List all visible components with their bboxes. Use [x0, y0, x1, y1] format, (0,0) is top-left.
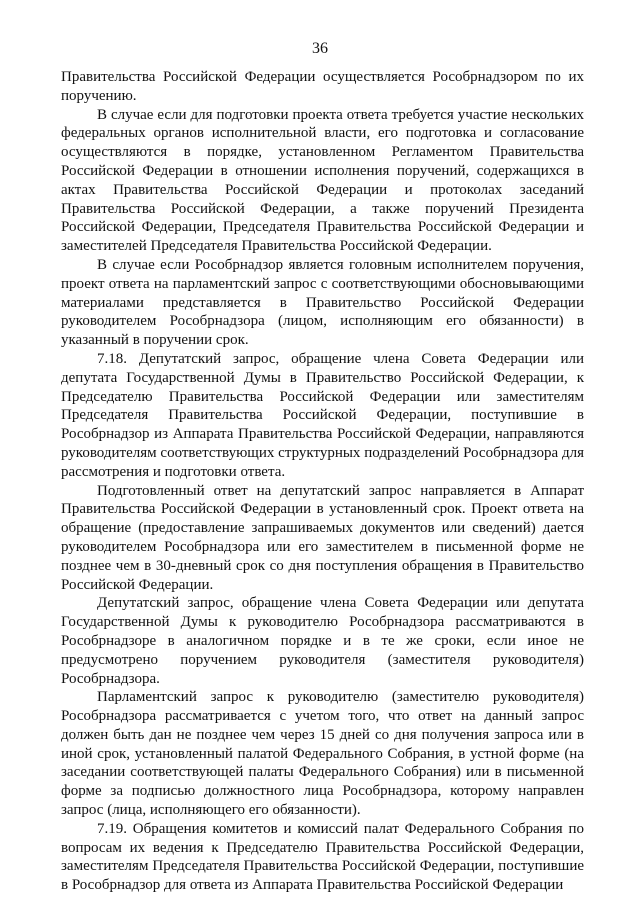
paragraph: Депутатский запрос, обращение члена Совета Федерации или депутата Государственной Думы к руководителю Рособрнадзора рассматриваются в Рособрнадзоре в аналогичном порядке и в те же сроки, если иное не предусмотрено поручением руководителя (заместителя руководителя) Рособрнадзора. [61, 595, 584, 687]
document-body [61, 68, 584, 895]
paragraph: Правительства Российской Федерации осуществляется Рособрнадзором по их поручению. [61, 69, 584, 104]
paragraph: В случае если Рособрнадзор является головным исполнителем поручения, проект ответа на парламентский запрос с соответствующими обосновывающими материалами представляется в Правительство Российской Федерации руководителем Рособрнадзора (лицом, исполняющим его обязанности) в указанный в поручении срок. [61, 256, 584, 349]
paragraph: Подготовленный ответ на депутатский запрос направляется в Аппарат Правительства Российской Федерации в установленный срок. Проект ответа на обращение (предоставление запрашиваемых документов или сведений) дается руководителем Рособрнадзора или его заместителем в письменной форме не позднее чем в 30-дневный срок со дня поступления обращения в Правительство Российской Федерации. [61, 482, 584, 593]
paragraph: Парламентский запрос к руководителю (заместителю руководителя) Рособрнадзора рассматривается с учетом того, что ответ на данный запрос должен быть дан не позднее чем через 15 дней со дня получения запроса или в иной срок, установленный палатой Федерального Собрания, в устной форме (на заседании соответствующей палаты Федерального Собрания) или в письменной форме за подписью должностного лица Рособрнадзора, которому направлен запрос (лица, исполняющего его обязанности). [61, 689, 584, 819]
paragraph: В случае если для подготовки проекта ответа требуется участие нескольких федеральных органов исполнительной власти, его подготовка и согласование осуществляются в порядке, установленном Регламентом Правительства Российской Федерации в отношении исполнения поручений, содержащихся в актах Правительства Российской Федерации и протоколах заседаний Правительства Российской Федерации, а также поручений Президента Российской Федерации, Председателя Правительства Российской Федерации и заместителей Председателя Правительства Российской Федерации. [61, 106, 584, 255]
paragraph: 7.19. Обращения комитетов и комиссий палат Федерального Собрания по вопросам их ведения к Председателю Правительства Российской Федерации, заместителям Председателя Правительства Российской Федерации, поступившие в Рособрнадзор для ответа из Аппарата Правительства Российской Федерации [61, 820, 584, 894]
page-number: 36 [312, 40, 328, 57]
paragraph: 7.18. Депутатский запрос, обращение члена Совета Федерации или депутата Государственной Думы в Правительство Российской Федерации, к Председателю Правительства Российской Федерации или заместителям Председателя Правительства Российской Федерации, поступившие в Рособрнадзор из Аппарата Правительства Российской Федерации, направляются руководителям соответствующих структурных подразделений Рособрнадзора для рассмотрения и подготовки ответа. [61, 350, 584, 480]
